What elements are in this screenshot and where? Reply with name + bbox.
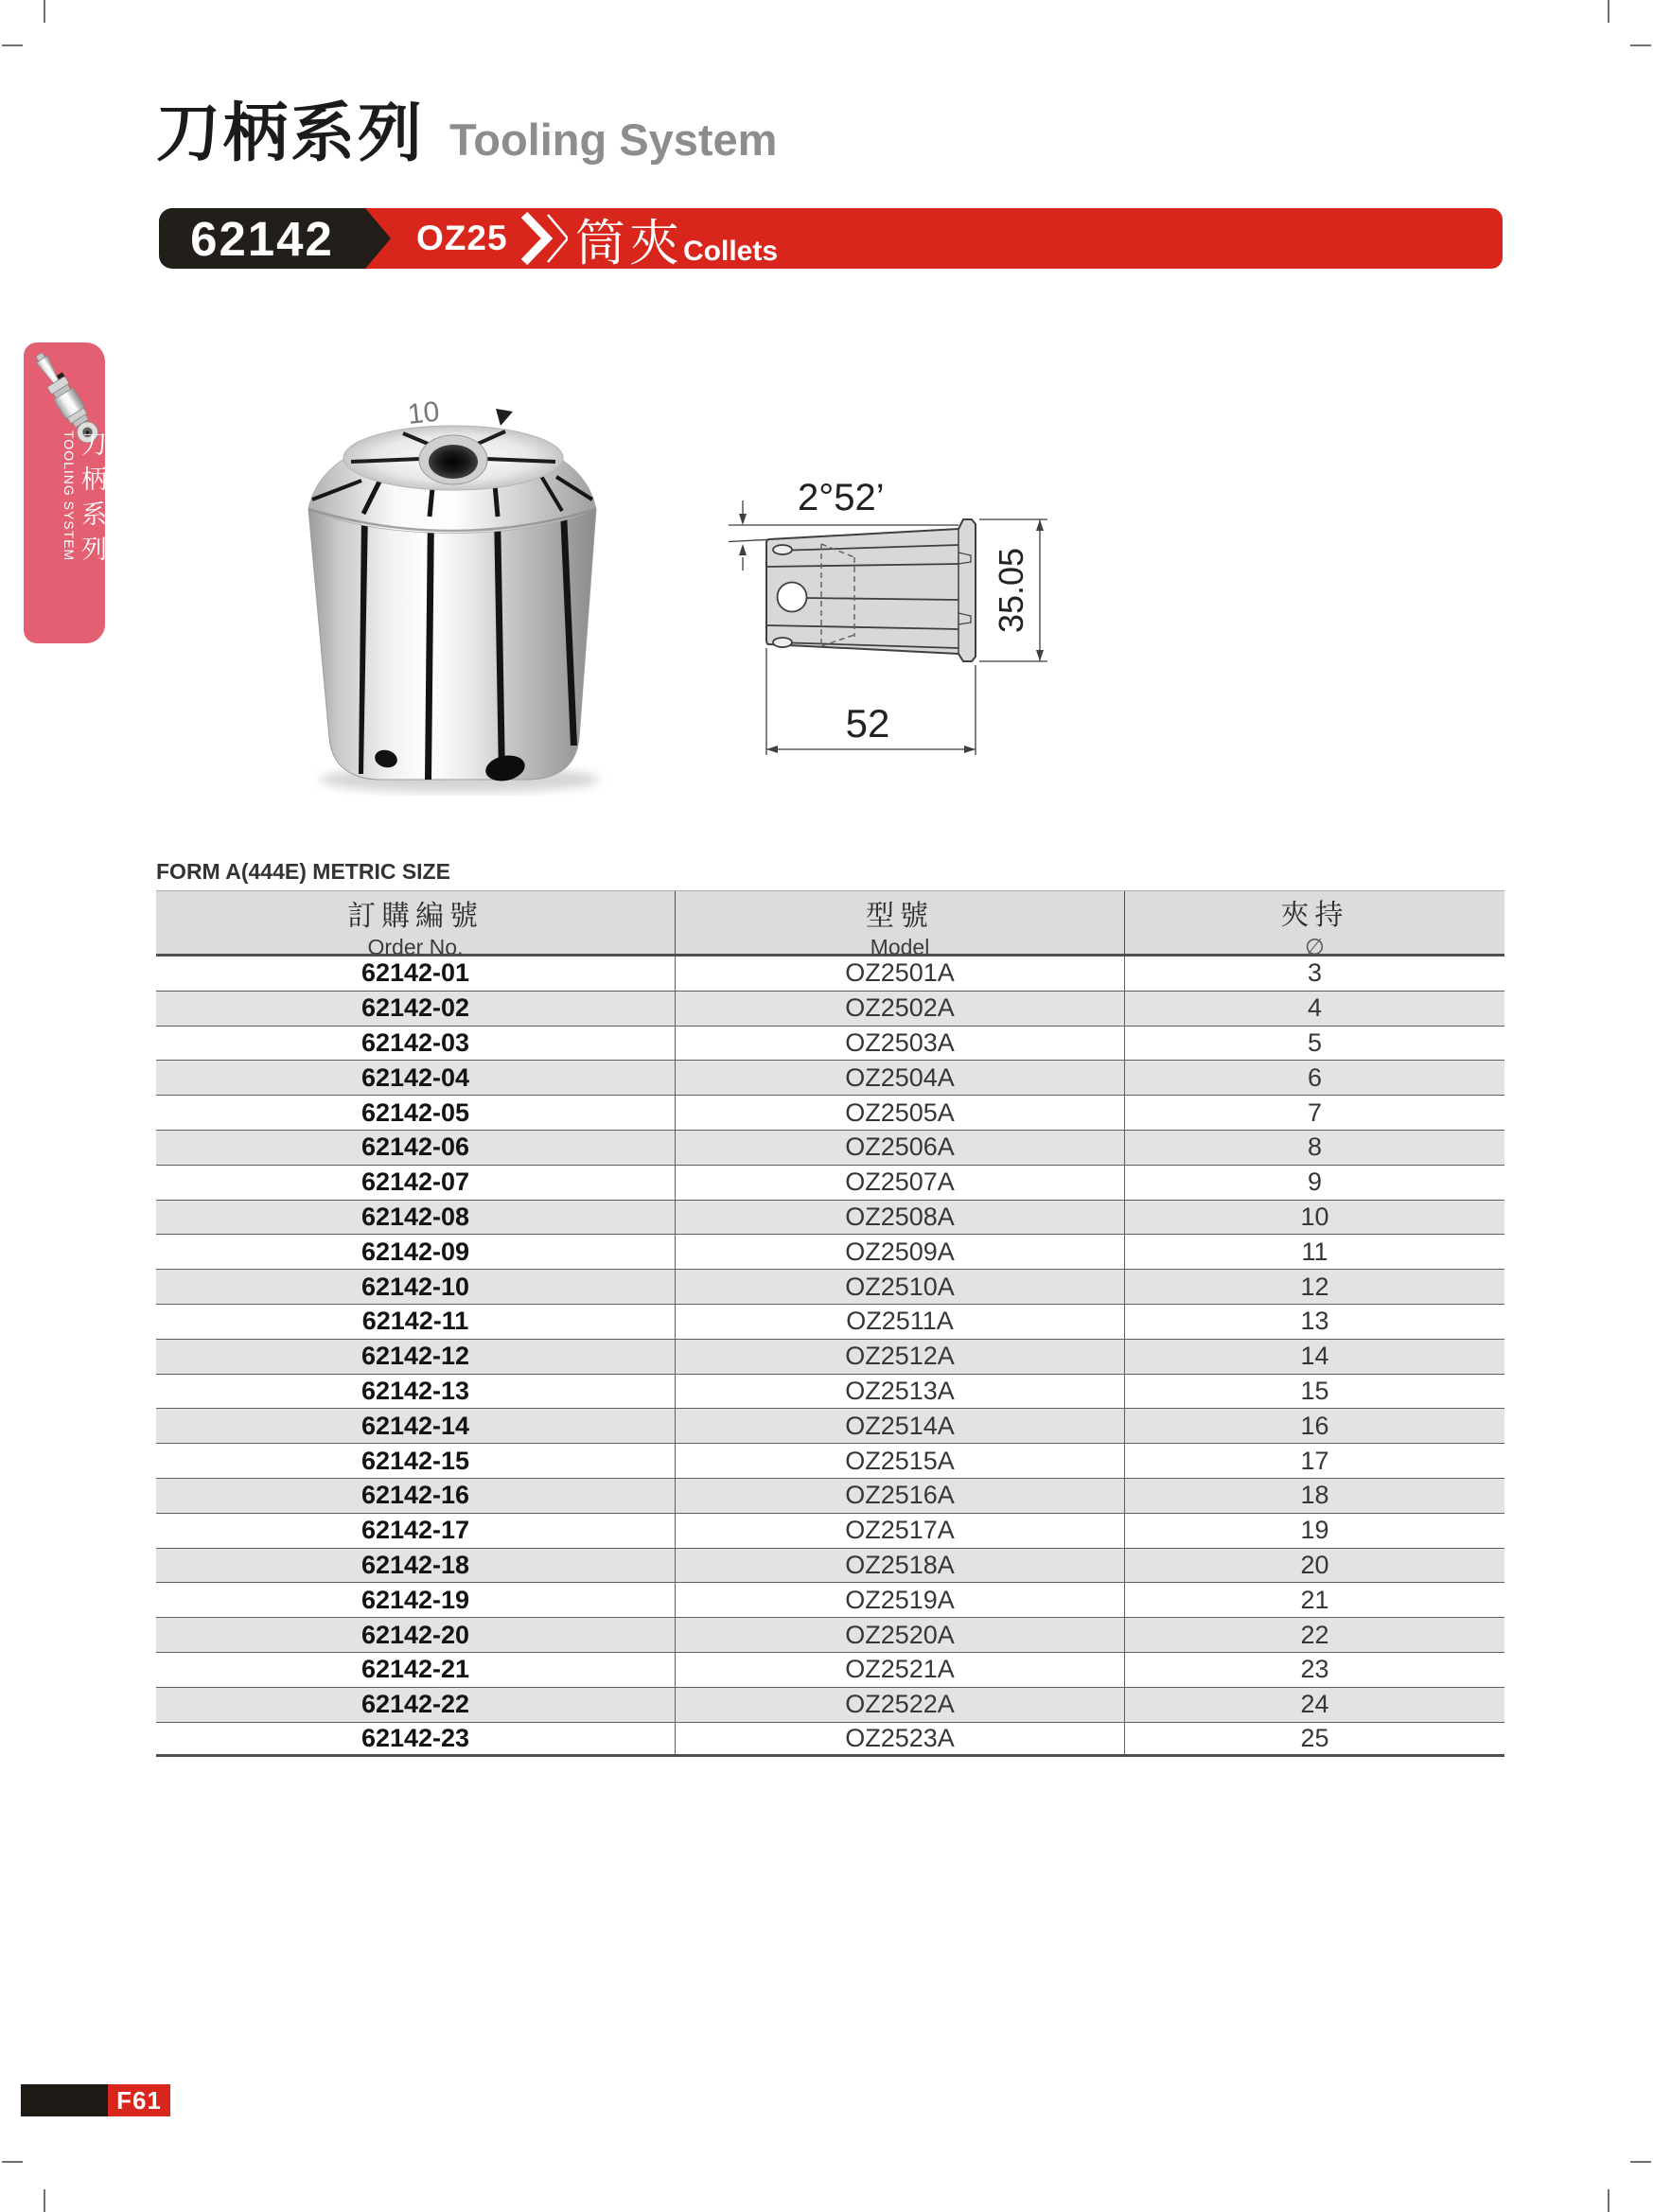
clamp-dia-cell: 3 xyxy=(1124,957,1504,991)
clamp-dia-cell: 20 xyxy=(1124,1549,1504,1583)
clamp-dia-cell: 18 xyxy=(1124,1479,1504,1513)
table-row xyxy=(156,1131,1504,1166)
order-no-cell: 62142-10 xyxy=(360,1272,470,1301)
table-body xyxy=(156,957,1504,1757)
model-cell: OZ2523A xyxy=(675,1723,1124,1755)
clamp-dia-cell: 9 xyxy=(1124,1166,1504,1200)
order-no-cell: 62142-20 xyxy=(360,1620,470,1649)
header-model-en: Model xyxy=(870,935,930,959)
order-no-cell: 62142-15 xyxy=(360,1446,470,1475)
side-tab-label-zh: 刀柄系列 xyxy=(78,430,106,571)
side-tab-label-en: TOOLING SYSTEM xyxy=(62,430,77,562)
model-cell: OZ2507A xyxy=(675,1166,1124,1200)
model-cell: OZ2519A xyxy=(675,1583,1124,1617)
clamp-dia-cell: 23 xyxy=(1124,1653,1504,1687)
section-code-badge-arrow xyxy=(365,208,391,269)
table-row xyxy=(156,1201,1504,1236)
clamp-dia-cell: 6 xyxy=(1124,1061,1504,1095)
diameter-symbol: ∅ xyxy=(1305,935,1325,960)
header-model-zh: 型號 xyxy=(866,901,934,932)
model-cell: OZ2509A xyxy=(675,1235,1124,1269)
clamp-dia-cell: 22 xyxy=(1124,1618,1504,1652)
table-header xyxy=(156,890,1504,960)
section-code: 62142 xyxy=(190,211,334,266)
crop-mark-top-left-v xyxy=(44,0,45,23)
product-name xyxy=(575,208,778,273)
order-no-cell: 62142-03 xyxy=(360,1027,470,1057)
model-cell: OZ2513A xyxy=(675,1375,1124,1409)
order-no-cell: 62142-23 xyxy=(360,1723,470,1752)
clamp-dia-cell: 19 xyxy=(1124,1514,1504,1548)
order-no-cell: 62142-12 xyxy=(360,1342,470,1371)
clamp-dia-cell: 24 xyxy=(1124,1688,1504,1722)
model-cell: OZ2501A xyxy=(675,957,1124,991)
table-row xyxy=(156,1061,1504,1096)
header-order-no-en: Order No. xyxy=(367,935,464,959)
section-code-badge xyxy=(159,208,365,269)
clamp-dia-cell: 21 xyxy=(1124,1583,1504,1617)
crop-mark-bottom-right-h xyxy=(1630,2161,1651,2163)
table-row xyxy=(156,1409,1504,1444)
page-title xyxy=(156,98,777,169)
model-cell: OZ2502A xyxy=(675,992,1124,1026)
order-no-cell: 62142-04 xyxy=(360,1062,470,1092)
order-no-cell: 62142-13 xyxy=(360,1376,470,1405)
header-order-no-zh: 訂購編號 xyxy=(347,901,484,932)
order-no-cell: 62142-17 xyxy=(360,1516,470,1545)
model-cell: OZ2506A xyxy=(675,1131,1124,1165)
series-label: OZ25 xyxy=(416,219,508,257)
order-no-cell: 62142-18 xyxy=(360,1550,470,1579)
header-clamp-dia-zh: 夾持 xyxy=(1280,900,1349,931)
model-cell: OZ2503A xyxy=(675,1027,1124,1061)
model-cell: OZ2504A xyxy=(675,1061,1124,1095)
model-cell: OZ2522A xyxy=(675,1688,1124,1722)
header-model xyxy=(675,891,1124,961)
chevron-right-icon xyxy=(519,212,568,265)
order-no-cell: 62142-06 xyxy=(360,1132,470,1162)
model-cell: OZ2520A xyxy=(675,1618,1124,1652)
table-row xyxy=(156,1375,1504,1410)
collet-size-mark: 10 xyxy=(406,395,441,430)
order-no-cell: 62142-07 xyxy=(360,1167,470,1197)
order-no-cell: 62142-19 xyxy=(360,1585,470,1614)
crop-mark-top-right-v xyxy=(1608,0,1609,23)
crop-mark-bottom-left-v xyxy=(44,2189,45,2212)
crop-mark-bottom-right-v xyxy=(1608,2189,1609,2212)
table-row xyxy=(156,957,1504,992)
table-row xyxy=(156,1688,1504,1723)
collet-drawing xyxy=(714,459,1093,771)
model-cell: OZ2518A xyxy=(675,1549,1124,1583)
model-cell: OZ2511A xyxy=(675,1305,1124,1339)
model-cell: OZ2516A xyxy=(675,1479,1124,1513)
page-number-black-bar xyxy=(21,2084,108,2116)
table-row xyxy=(156,1096,1504,1131)
clamp-dia-cell: 11 xyxy=(1124,1235,1504,1269)
clamp-dia-cell: 10 xyxy=(1124,1201,1504,1235)
clamp-dia-cell: 16 xyxy=(1124,1409,1504,1443)
product-name-zh: 筒夾 xyxy=(575,216,683,272)
order-no-cell: 62142-09 xyxy=(360,1237,470,1266)
model-cell: OZ2508A xyxy=(675,1201,1124,1235)
model-cell: OZ2505A xyxy=(675,1096,1124,1130)
model-cell: OZ2512A xyxy=(675,1340,1124,1374)
order-no-cell: 62142-22 xyxy=(360,1690,470,1719)
clamp-dia-cell: 4 xyxy=(1124,992,1504,1026)
order-no-cell: 62142-11 xyxy=(361,1307,469,1336)
model-cell: OZ2517A xyxy=(675,1514,1124,1548)
table-row xyxy=(156,1235,1504,1270)
table-row xyxy=(156,1305,1504,1340)
clamp-dia-cell: 13 xyxy=(1124,1305,1504,1339)
clamp-dia-cell: 17 xyxy=(1124,1444,1504,1478)
table-row xyxy=(156,1549,1504,1584)
drawing-height-label: 35.05 xyxy=(992,547,1030,634)
page-title-zh: 刀柄系列 xyxy=(156,97,426,169)
clamp-dia-cell: 25 xyxy=(1124,1723,1504,1755)
crop-mark-top-left-h xyxy=(2,44,23,46)
table-row xyxy=(156,1479,1504,1514)
collet-table xyxy=(156,890,1504,1757)
clamp-dia-cell: 5 xyxy=(1124,1027,1504,1061)
order-no-cell: 62142-05 xyxy=(360,1097,470,1127)
order-no-cell: 62142-08 xyxy=(360,1202,470,1231)
clamp-dia-cell: 8 xyxy=(1124,1131,1504,1165)
order-no-cell: 62142-14 xyxy=(360,1411,470,1440)
table-row xyxy=(156,1583,1504,1618)
page-title-en: Tooling System xyxy=(449,114,778,165)
table-caption: FORM A(444E) METRIC SIZE xyxy=(156,859,450,884)
order-no-cell: 62142-21 xyxy=(360,1655,470,1684)
table-row xyxy=(156,992,1504,1027)
table-row xyxy=(156,1653,1504,1688)
clamp-dia-cell: 14 xyxy=(1124,1340,1504,1374)
model-cell: OZ2514A xyxy=(675,1409,1124,1443)
table-row xyxy=(156,1618,1504,1653)
model-cell: OZ2510A xyxy=(675,1270,1124,1304)
table-row xyxy=(156,1444,1504,1479)
clamp-dia-cell: 15 xyxy=(1124,1375,1504,1409)
crop-mark-top-right-h xyxy=(1630,44,1651,46)
page-number-badge: F61 xyxy=(108,2084,170,2116)
crop-mark-bottom-left-h xyxy=(2,2161,23,2163)
header-clamp-dia xyxy=(1124,891,1504,961)
order-no-cell: 62142-16 xyxy=(360,1481,470,1510)
collet-photo xyxy=(280,367,624,800)
table-row xyxy=(156,1270,1504,1305)
drawing-length-label: 52 xyxy=(845,701,890,746)
table-row xyxy=(156,1514,1504,1549)
product-name-en: Collets xyxy=(683,236,779,267)
order-no-cell: 62142-01 xyxy=(360,958,470,988)
drawing-angle-label: 2°52’ xyxy=(798,477,885,518)
order-no-cell: 62142-02 xyxy=(360,993,470,1023)
model-cell: OZ2521A xyxy=(675,1653,1124,1687)
table-row xyxy=(156,1166,1504,1201)
clamp-dia-cell: 12 xyxy=(1124,1270,1504,1304)
header-order-no xyxy=(156,891,675,961)
table-row xyxy=(156,1340,1504,1375)
clamp-dia-cell: 7 xyxy=(1124,1096,1504,1130)
model-cell: OZ2515A xyxy=(675,1444,1124,1478)
table-row xyxy=(156,1723,1504,1758)
table-row xyxy=(156,1027,1504,1062)
